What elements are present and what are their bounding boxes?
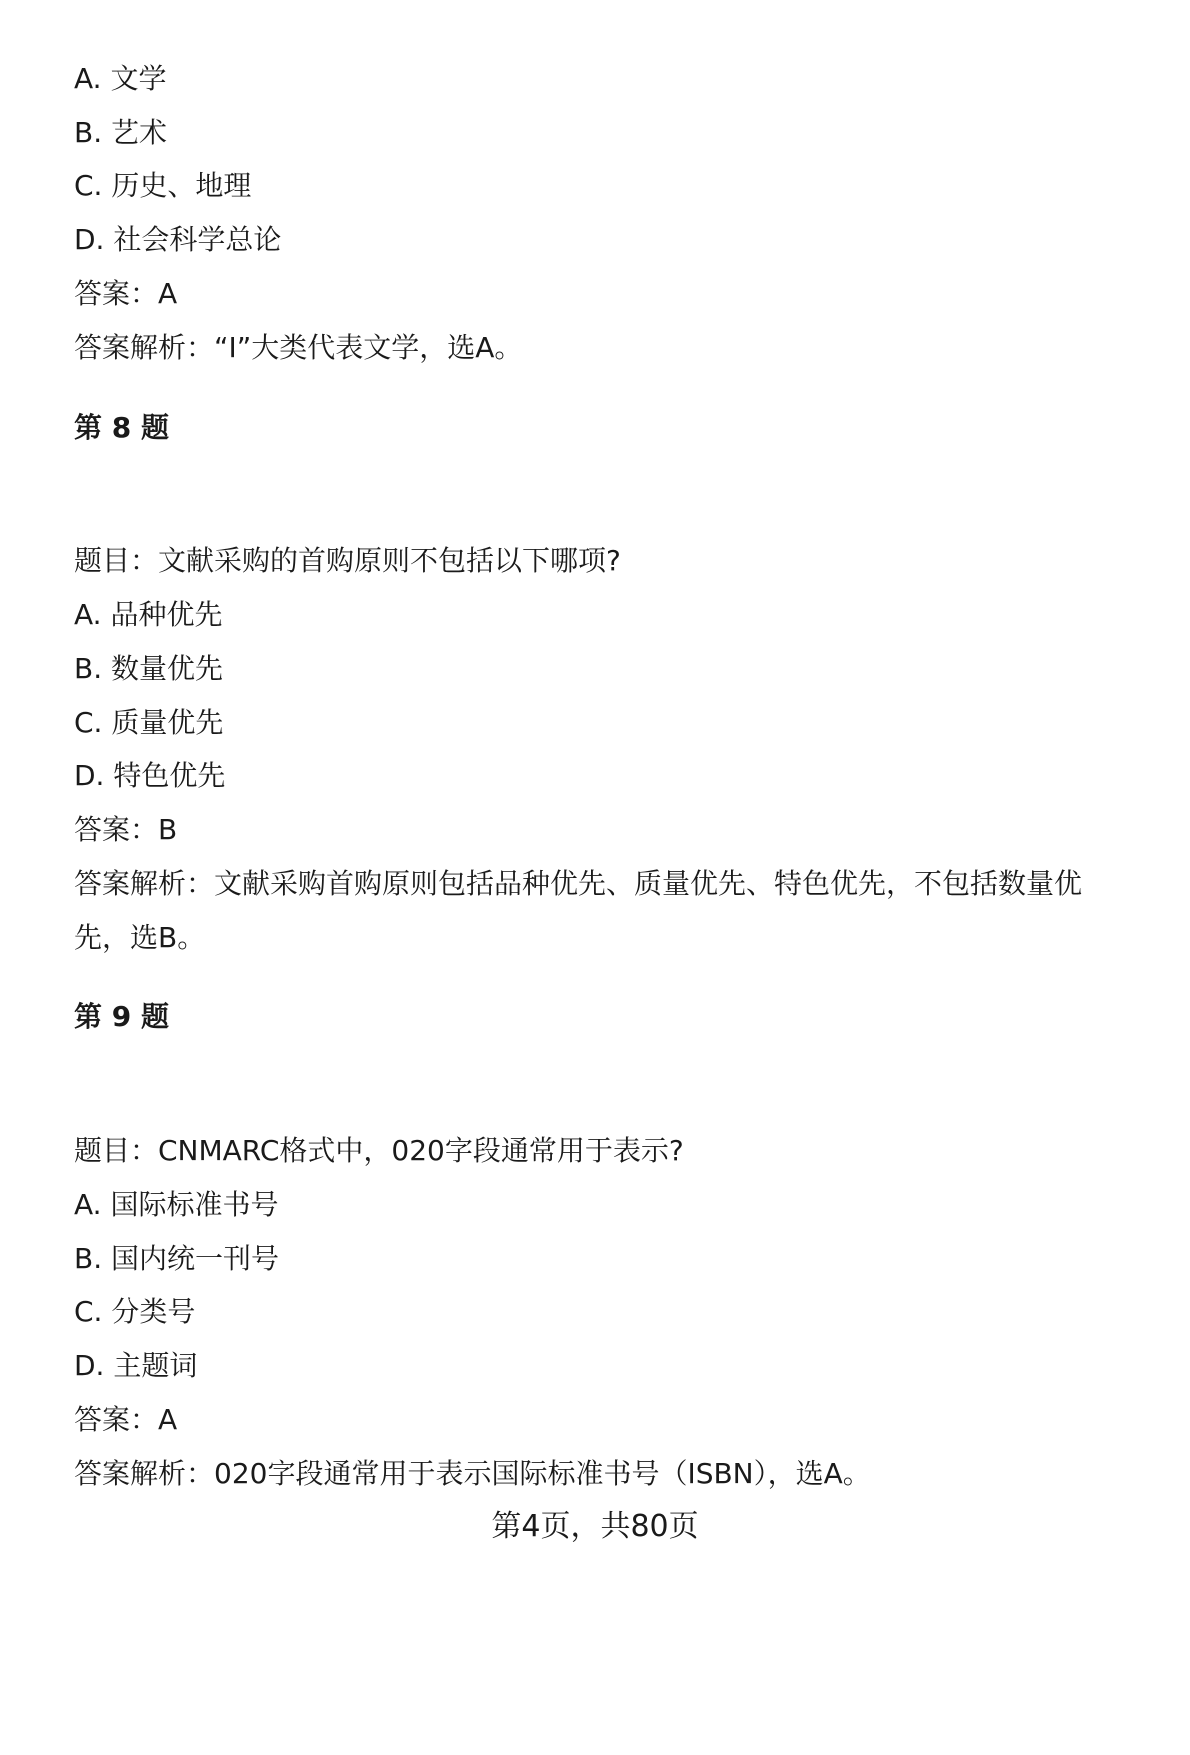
page-indicator: 第4页，共80页	[491, 1509, 699, 1544]
q8-answer: 答案：B	[74, 813, 178, 846]
q7-option-b: B. 艺术	[74, 116, 168, 149]
q8-explanation-line1: 答案解析：文献采购首购原则包括品种优先、质量优先、特色优先，不包括数量优	[74, 867, 1083, 900]
q7-option-c: C. 历史、地理	[74, 169, 252, 202]
q9-option-c: C. 分类号	[74, 1295, 196, 1328]
q8-explanation-line2: 先，选B。	[74, 921, 206, 954]
q8-heading: 第 8 题	[74, 411, 169, 444]
q9-option-a: A. 国际标准书号	[74, 1188, 279, 1221]
q8-option-c: C. 质量优先	[74, 706, 224, 739]
q8-question: 题目：文献采购的首购原则不包括以下哪项?	[74, 544, 621, 577]
q9-option-b: B. 国内统一刊号	[74, 1242, 280, 1275]
q8-option-b: B. 数量优先	[74, 652, 224, 685]
q8-option-d: D. 特色优先	[74, 759, 226, 792]
q7-answer: 答案：A	[74, 277, 178, 310]
q7-explanation: 答案解析：“I”大类代表文学，选A。	[74, 331, 523, 364]
q9-option-d: D. 主题词	[74, 1349, 198, 1382]
q8-option-a: A. 品种优先	[74, 598, 223, 631]
q7-option-d: D. 社会科学总论	[74, 223, 282, 256]
q7-option-a: A. 文学	[74, 62, 167, 95]
q9-answer: 答案：A	[74, 1403, 178, 1436]
q9-explanation: 答案解析：020字段通常用于表示国际标准书号（ISBN），选A。	[74, 1457, 871, 1490]
q9-question: 题目：CNMARC格式中，020字段通常用于表示?	[74, 1134, 684, 1167]
q9-heading: 第 9 题	[74, 1000, 169, 1033]
